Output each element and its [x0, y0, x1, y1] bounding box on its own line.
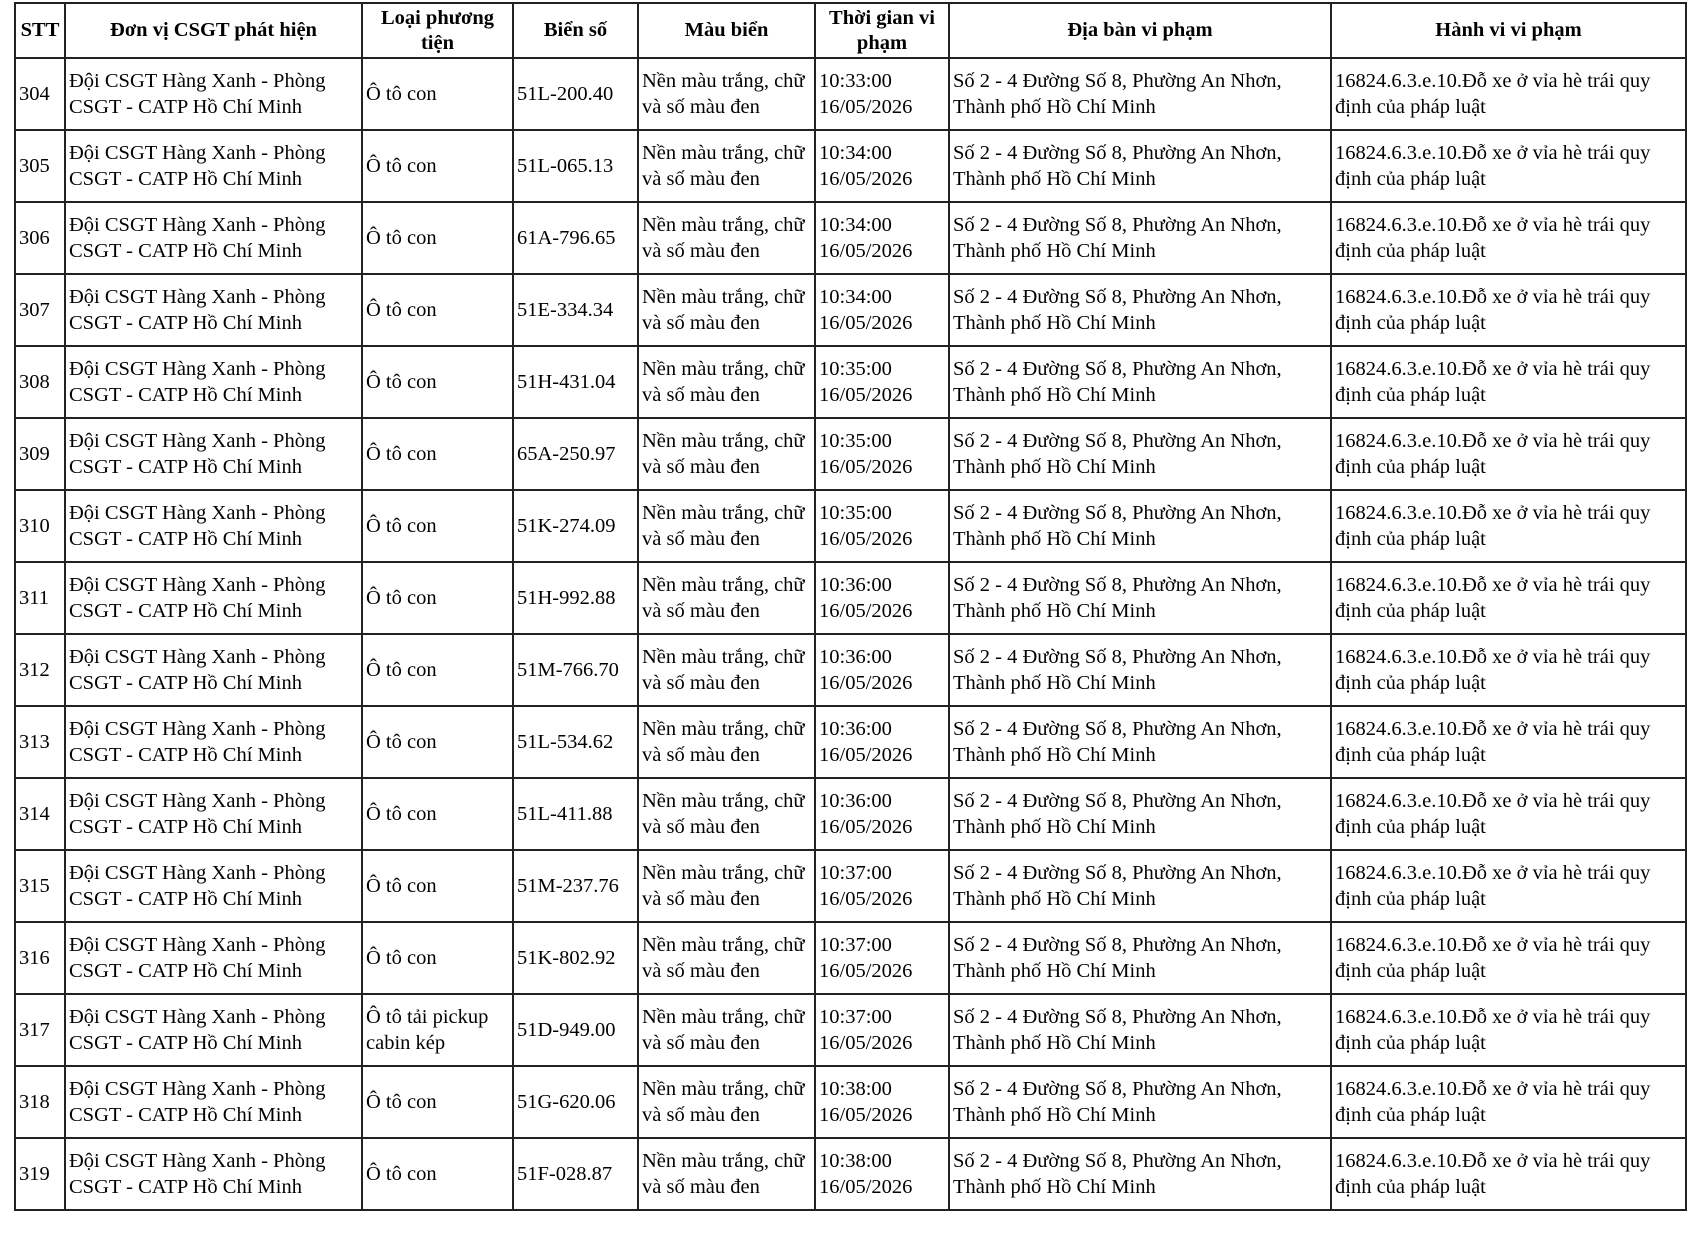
vehicle-type-cell: Ô tô con	[362, 850, 513, 922]
stt-cell: 315	[15, 850, 65, 922]
plate-cell: 51M-766.70	[513, 634, 638, 706]
table-row	[15, 706, 1686, 778]
table-row	[15, 778, 1686, 850]
location-cell: Số 2 - 4 Đường Số 8, Phường An Nhơn, Thành phố Hồ Chí Minh	[949, 778, 1331, 850]
stt-cell: 305	[15, 130, 65, 202]
violation-cell: 16824.6.3.e.10.Đỗ xe ở vỉa hè trái quy định của pháp luật	[1331, 418, 1686, 490]
table-row	[15, 490, 1686, 562]
vehicle-type-cell: Ô tô con	[362, 274, 513, 346]
col-header-violation: Hành vi vi phạm	[1331, 3, 1686, 58]
location-cell: Số 2 - 4 Đường Số 8, Phường An Nhơn, Thành phố Hồ Chí Minh	[949, 706, 1331, 778]
unit-cell: Đội CSGT Hàng Xanh - Phòng CSGT - CATP Hồ Chí Minh	[65, 994, 362, 1066]
time-cell: 10:36:00 16/05/2026	[815, 634, 949, 706]
violations-table	[14, 2, 1687, 1211]
vehicle-type-cell: Ô tô con	[362, 202, 513, 274]
violation-cell: 16824.6.3.e.10.Đỗ xe ở vỉa hè trái quy định của pháp luật	[1331, 346, 1686, 418]
plate-cell: 51H-992.88	[513, 562, 638, 634]
stt-cell: 310	[15, 490, 65, 562]
stt-cell: 316	[15, 922, 65, 994]
table-row	[15, 418, 1686, 490]
time-cell: 10:34:00 16/05/2026	[815, 130, 949, 202]
vehicle-type-cell: Ô tô con	[362, 130, 513, 202]
stt-cell: 318	[15, 1066, 65, 1138]
unit-cell: Đội CSGT Hàng Xanh - Phòng CSGT - CATP Hồ Chí Minh	[65, 778, 362, 850]
plate-cell: 51L-200.40	[513, 58, 638, 130]
plate-color-cell: Nền màu trắng, chữ và số màu đen	[638, 418, 815, 490]
violation-cell: 16824.6.3.e.10.Đỗ xe ở vỉa hè trái quy định của pháp luật	[1331, 634, 1686, 706]
plate-cell: 51M-237.76	[513, 850, 638, 922]
table-row	[15, 1066, 1686, 1138]
stt-cell: 308	[15, 346, 65, 418]
plate-color-cell: Nền màu trắng, chữ và số màu đen	[638, 58, 815, 130]
table-row	[15, 58, 1686, 130]
table-row	[15, 1138, 1686, 1210]
time-cell: 10:35:00 16/05/2026	[815, 490, 949, 562]
time-cell: 10:37:00 16/05/2026	[815, 994, 949, 1066]
vehicle-type-cell: Ô tô con	[362, 706, 513, 778]
table-row	[15, 274, 1686, 346]
vehicle-type-cell: Ô tô con	[362, 562, 513, 634]
vehicle-type-cell: Ô tô con	[362, 634, 513, 706]
violation-cell: 16824.6.3.e.10.Đỗ xe ở vỉa hè trái quy định của pháp luật	[1331, 562, 1686, 634]
vehicle-type-cell: Ô tô con	[362, 418, 513, 490]
stt-cell: 309	[15, 418, 65, 490]
location-cell: Số 2 - 4 Đường Số 8, Phường An Nhơn, Thành phố Hồ Chí Minh	[949, 58, 1331, 130]
time-cell: 10:34:00 16/05/2026	[815, 274, 949, 346]
plate-cell: 61A-796.65	[513, 202, 638, 274]
location-cell: Số 2 - 4 Đường Số 8, Phường An Nhơn, Thành phố Hồ Chí Minh	[949, 274, 1331, 346]
time-cell: 10:35:00 16/05/2026	[815, 346, 949, 418]
plate-cell: 51K-274.09	[513, 490, 638, 562]
violation-cell: 16824.6.3.e.10.Đỗ xe ở vỉa hè trái quy định của pháp luật	[1331, 202, 1686, 274]
time-cell: 10:35:00 16/05/2026	[815, 418, 949, 490]
vehicle-type-cell: Ô tô con	[362, 778, 513, 850]
violation-cell: 16824.6.3.e.10.Đỗ xe ở vỉa hè trái quy định của pháp luật	[1331, 850, 1686, 922]
location-cell: Số 2 - 4 Đường Số 8, Phường An Nhơn, Thành phố Hồ Chí Minh	[949, 850, 1331, 922]
location-cell: Số 2 - 4 Đường Số 8, Phường An Nhơn, Thành phố Hồ Chí Minh	[949, 634, 1331, 706]
unit-cell: Đội CSGT Hàng Xanh - Phòng CSGT - CATP Hồ Chí Minh	[65, 562, 362, 634]
plate-color-cell: Nền màu trắng, chữ và số màu đen	[638, 346, 815, 418]
unit-cell: Đội CSGT Hàng Xanh - Phòng CSGT - CATP Hồ Chí Minh	[65, 490, 362, 562]
plate-cell: 51H-431.04	[513, 346, 638, 418]
violation-cell: 16824.6.3.e.10.Đỗ xe ở vỉa hè trái quy định của pháp luật	[1331, 778, 1686, 850]
violation-cell: 16824.6.3.e.10.Đỗ xe ở vỉa hè trái quy định của pháp luật	[1331, 1066, 1686, 1138]
vehicle-type-cell: Ô tô tải pickup cabin kép	[362, 994, 513, 1066]
unit-cell: Đội CSGT Hàng Xanh - Phòng CSGT - CATP Hồ Chí Minh	[65, 922, 362, 994]
location-cell: Số 2 - 4 Đường Số 8, Phường An Nhơn, Thành phố Hồ Chí Minh	[949, 1066, 1331, 1138]
stt-cell: 317	[15, 994, 65, 1066]
plate-color-cell: Nền màu trắng, chữ và số màu đen	[638, 922, 815, 994]
vehicle-type-cell: Ô tô con	[362, 1138, 513, 1210]
time-cell: 10:38:00 16/05/2026	[815, 1066, 949, 1138]
col-header-unit: Đơn vị CSGT phát hiện	[65, 3, 362, 58]
plate-color-cell: Nền màu trắng, chữ và số màu đen	[638, 1066, 815, 1138]
plate-cell: 65A-250.97	[513, 418, 638, 490]
violation-cell: 16824.6.3.e.10.Đỗ xe ở vỉa hè trái quy định của pháp luật	[1331, 1138, 1686, 1210]
unit-cell: Đội CSGT Hàng Xanh - Phòng CSGT - CATP Hồ Chí Minh	[65, 58, 362, 130]
plate-color-cell: Nền màu trắng, chữ và số màu đen	[638, 562, 815, 634]
table-row	[15, 202, 1686, 274]
location-cell: Số 2 - 4 Đường Số 8, Phường An Nhơn, Thành phố Hồ Chí Minh	[949, 994, 1331, 1066]
table-row	[15, 130, 1686, 202]
plate-color-cell: Nền màu trắng, chữ và số màu đen	[638, 706, 815, 778]
stt-cell: 319	[15, 1138, 65, 1210]
stt-cell: 306	[15, 202, 65, 274]
plate-color-cell: Nền màu trắng, chữ và số màu đen	[638, 130, 815, 202]
unit-cell: Đội CSGT Hàng Xanh - Phòng CSGT - CATP Hồ Chí Minh	[65, 418, 362, 490]
col-header-stt: STT	[15, 3, 65, 58]
location-cell: Số 2 - 4 Đường Số 8, Phường An Nhơn, Thành phố Hồ Chí Minh	[949, 346, 1331, 418]
unit-cell: Đội CSGT Hàng Xanh - Phòng CSGT - CATP Hồ Chí Minh	[65, 346, 362, 418]
plate-color-cell: Nền màu trắng, chữ và số màu đen	[638, 274, 815, 346]
plate-color-cell: Nền màu trắng, chữ và số màu đen	[638, 850, 815, 922]
unit-cell: Đội CSGT Hàng Xanh - Phòng CSGT - CATP Hồ Chí Minh	[65, 850, 362, 922]
stt-cell: 313	[15, 706, 65, 778]
plate-color-cell: Nền màu trắng, chữ và số màu đen	[638, 994, 815, 1066]
col-header-vehicle-type: Loại phương tiện	[362, 3, 513, 58]
vehicle-type-cell: Ô tô con	[362, 346, 513, 418]
table-row	[15, 994, 1686, 1066]
violation-cell: 16824.6.3.e.10.Đỗ xe ở vỉa hè trái quy định của pháp luật	[1331, 994, 1686, 1066]
location-cell: Số 2 - 4 Đường Số 8, Phường An Nhơn, Thành phố Hồ Chí Minh	[949, 490, 1331, 562]
violation-cell: 16824.6.3.e.10.Đỗ xe ở vỉa hè trái quy định của pháp luật	[1331, 922, 1686, 994]
stt-cell: 307	[15, 274, 65, 346]
time-cell: 10:37:00 16/05/2026	[815, 922, 949, 994]
plate-cell: 51K-802.92	[513, 922, 638, 994]
unit-cell: Đội CSGT Hàng Xanh - Phòng CSGT - CATP Hồ Chí Minh	[65, 1066, 362, 1138]
plate-color-cell: Nền màu trắng, chữ và số màu đen	[638, 490, 815, 562]
table-body	[15, 58, 1686, 1210]
plate-cell: 51G-620.06	[513, 1066, 638, 1138]
unit-cell: Đội CSGT Hàng Xanh - Phòng CSGT - CATP Hồ Chí Minh	[65, 130, 362, 202]
col-header-plate-color: Màu biển	[638, 3, 815, 58]
table-header-row	[15, 3, 1686, 58]
vehicle-type-cell: Ô tô con	[362, 922, 513, 994]
location-cell: Số 2 - 4 Đường Số 8, Phường An Nhơn, Thành phố Hồ Chí Minh	[949, 1138, 1331, 1210]
unit-cell: Đội CSGT Hàng Xanh - Phòng CSGT - CATP Hồ Chí Minh	[65, 274, 362, 346]
plate-color-cell: Nền màu trắng, chữ và số màu đen	[638, 1138, 815, 1210]
col-header-plate: Biển số	[513, 3, 638, 58]
plate-cell: 51L-065.13	[513, 130, 638, 202]
time-cell: 10:33:00 16/05/2026	[815, 58, 949, 130]
stt-cell: 312	[15, 634, 65, 706]
violation-cell: 16824.6.3.e.10.Đỗ xe ở vỉa hè trái quy định của pháp luật	[1331, 58, 1686, 130]
violation-cell: 16824.6.3.e.10.Đỗ xe ở vỉa hè trái quy định của pháp luật	[1331, 130, 1686, 202]
plate-cell: 51D-949.00	[513, 994, 638, 1066]
table-row	[15, 634, 1686, 706]
plate-cell: 51L-534.62	[513, 706, 638, 778]
time-cell: 10:37:00 16/05/2026	[815, 850, 949, 922]
time-cell: 10:36:00 16/05/2026	[815, 706, 949, 778]
violation-cell: 16824.6.3.e.10.Đỗ xe ở vỉa hè trái quy định của pháp luật	[1331, 274, 1686, 346]
time-cell: 10:34:00 16/05/2026	[815, 202, 949, 274]
plate-cell: 51F-028.87	[513, 1138, 638, 1210]
time-cell: 10:36:00 16/05/2026	[815, 562, 949, 634]
plate-cell: 51E-334.34	[513, 274, 638, 346]
table-row	[15, 346, 1686, 418]
plate-cell: 51L-411.88	[513, 778, 638, 850]
plate-color-cell: Nền màu trắng, chữ và số màu đen	[638, 634, 815, 706]
vehicle-type-cell: Ô tô con	[362, 1066, 513, 1138]
table-row	[15, 562, 1686, 634]
unit-cell: Đội CSGT Hàng Xanh - Phòng CSGT - CATP Hồ Chí Minh	[65, 634, 362, 706]
vehicle-type-cell: Ô tô con	[362, 490, 513, 562]
violation-cell: 16824.6.3.e.10.Đỗ xe ở vỉa hè trái quy định của pháp luật	[1331, 490, 1686, 562]
location-cell: Số 2 - 4 Đường Số 8, Phường An Nhơn, Thành phố Hồ Chí Minh	[949, 922, 1331, 994]
col-header-location: Địa bàn vi phạm	[949, 3, 1331, 58]
unit-cell: Đội CSGT Hàng Xanh - Phòng CSGT - CATP Hồ Chí Minh	[65, 706, 362, 778]
time-cell: 10:36:00 16/05/2026	[815, 778, 949, 850]
time-cell: 10:38:00 16/05/2026	[815, 1138, 949, 1210]
violation-cell: 16824.6.3.e.10.Đỗ xe ở vỉa hè trái quy định của pháp luật	[1331, 706, 1686, 778]
plate-color-cell: Nền màu trắng, chữ và số màu đen	[638, 778, 815, 850]
stt-cell: 314	[15, 778, 65, 850]
vehicle-type-cell: Ô tô con	[362, 58, 513, 130]
table-row	[15, 922, 1686, 994]
location-cell: Số 2 - 4 Đường Số 8, Phường An Nhơn, Thành phố Hồ Chí Minh	[949, 130, 1331, 202]
location-cell: Số 2 - 4 Đường Số 8, Phường An Nhơn, Thành phố Hồ Chí Minh	[949, 202, 1331, 274]
stt-cell: 304	[15, 58, 65, 130]
col-header-time: Thời gian vi phạm	[815, 3, 949, 58]
unit-cell: Đội CSGT Hàng Xanh - Phòng CSGT - CATP Hồ Chí Minh	[65, 1138, 362, 1210]
table-row	[15, 850, 1686, 922]
plate-color-cell: Nền màu trắng, chữ và số màu đen	[638, 202, 815, 274]
location-cell: Số 2 - 4 Đường Số 8, Phường An Nhơn, Thành phố Hồ Chí Minh	[949, 418, 1331, 490]
stt-cell: 311	[15, 562, 65, 634]
location-cell: Số 2 - 4 Đường Số 8, Phường An Nhơn, Thành phố Hồ Chí Minh	[949, 562, 1331, 634]
unit-cell: Đội CSGT Hàng Xanh - Phòng CSGT - CATP Hồ Chí Minh	[65, 202, 362, 274]
